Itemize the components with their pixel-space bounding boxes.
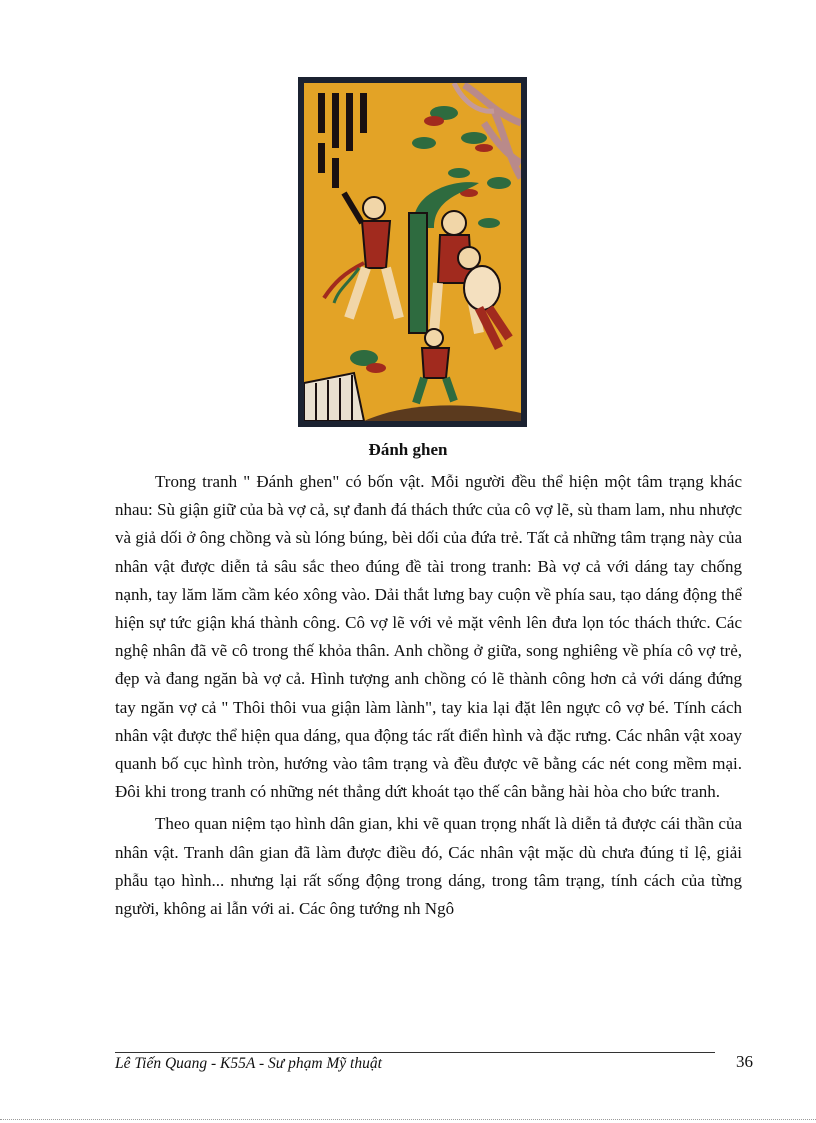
footer-rule [115, 1052, 715, 1053]
painting-illustration [304, 83, 521, 421]
footer-author: Lê Tiến Quang - K55A - Sư phạm Mỹ thuật [115, 1055, 382, 1072]
body-text [115, 468, 742, 923]
paragraph: Trong tranh " Đánh ghen" có bốn vật. Mỗi người đều thể hiện một tâm trạng khác nhau: Sù giận giữ của bà vợ cả, sự đanh đá thách thức của cô vợ lẽ, sù tham lam, nhu nhược và giả dối ở ông chồng và sù lóng búng, bèi dối của đứa trẻ. Tất cả những tâm trạng này của nhân vật được diễn tả sâu sắc theo đúng đề tài trong tranh: Bà vợ cả với dáng tay chống nạnh, tay lăm lăm cầm kéo xông vào. Dải thắt lưng bay cuộn về phía sau, tạo dáng động thể hiện sự tức giận khá thành công. Cô vợ lẽ với vẻ mặt vênh lên đưa lọn tóc thách thức. Các nghệ nhân đã vẽ cô trong thế khỏa thân. Anh chồng ở giữa, song nghiêng về phía cô vợ trẻ, đẹp và đang ngăn bà vợ cả. Hình tượng anh chồng có lẽ thành công hơn cả với dáng đứng tay ngăn vợ cả " Thôi thôi vua giận làm lành", tay kia lại đặt lên ngực cô vợ bé. Tính cách nhân vật được thể hiện qua dáng, qua động tác rất điển hình và đặc rưng. Các nhân vật xoay quanh bố cục hình tròn, hướng vào tâm trạng và đều được vẽ bằng các nét cong mềm mại. Đôi khi trong tranh có những nét thẳng dứt khoát tạo thế cân bằng hài hòa cho bức tranh. [115, 472, 742, 802]
folk-painting-figure [298, 77, 527, 427]
page-bottom-border [0, 1119, 816, 1120]
paragraph: Theo quan niệm tạo hình dân gian, khi vẽ quan trọng nhất là diễn tả được cái thần của nhân vật. Tranh dân gian đã làm được điều đó, Các nhân vật mặc dù chưa đúng tỉ lệ, giải phẫu tạo hình... nhưng lại rất sống động trong dáng, trong tâm trạng, tính cách của từng người, không ai lẫn với ai. Các ông tướng nh Ngô [115, 814, 742, 919]
page-number: 36 [736, 1052, 753, 1071]
figure-caption: Đánh ghen [368, 440, 448, 459]
